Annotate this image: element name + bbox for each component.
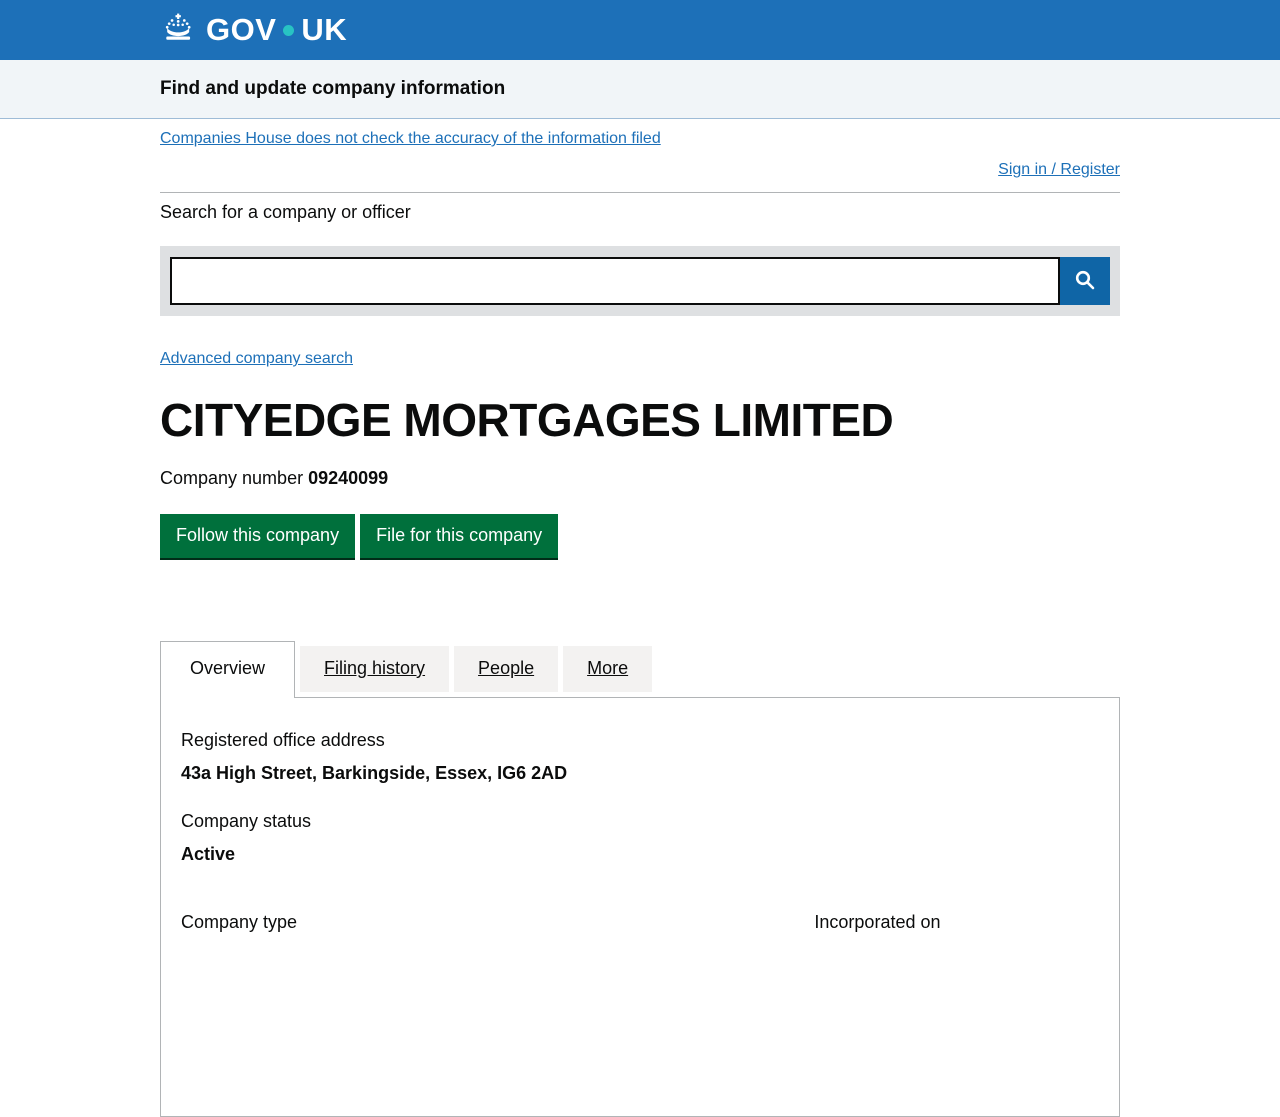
govuk-logo[interactable] <box>160 12 1120 48</box>
file-for-company-button[interactable]: File for this company <box>360 514 558 558</box>
govuk-header <box>0 0 1280 60</box>
company-status-label: Company status <box>181 811 312 831</box>
service-name-link[interactable]: Find and update company information <box>160 78 506 99</box>
service-header <box>0 60 1280 119</box>
sign-in-register-link[interactable]: Sign in / Register <box>998 161 1120 178</box>
follow-company-button[interactable]: Follow this company <box>160 514 355 558</box>
crown-icon <box>160 13 196 48</box>
company-status-value: Active <box>181 844 236 864</box>
search-icon <box>1074 269 1096 294</box>
tab-more-label: More <box>587 658 629 678</box>
company-search-input[interactable] <box>170 257 1060 305</box>
registered-office-value: 43a High Street, Barkingside, Essex, IG6 2AD <box>181 763 568 783</box>
tab-filing-history[interactable] <box>300 646 449 692</box>
search-bar <box>160 246 1120 316</box>
tab-more[interactable] <box>563 646 652 692</box>
govuk-logo-text: GOV UK <box>206 12 348 47</box>
company-tabs <box>160 641 1120 697</box>
tab-people[interactable] <box>454 646 558 692</box>
company-number <box>160 468 1120 489</box>
tab-overview[interactable] <box>160 641 295 698</box>
search-button[interactable] <box>1060 257 1110 305</box>
divider <box>160 192 1120 193</box>
search-label: Search for a company or officer <box>160 202 411 222</box>
main-content <box>160 130 1120 1117</box>
tab-overview-label: Overview <box>190 658 266 678</box>
registered-office-label: Registered office address <box>181 730 385 750</box>
accuracy-disclaimer-link[interactable]: Companies House does not check the accuracy of the information filed <box>160 130 661 147</box>
tab-people-label: People <box>478 658 535 678</box>
advanced-search-link[interactable]: Advanced company search <box>160 350 353 367</box>
tab-filing-history-label: Filing history <box>324 658 426 678</box>
overview-panel <box>160 697 1120 1117</box>
company-number-value: 09240099 <box>308 468 389 488</box>
logo-dot <box>283 25 294 36</box>
company-number-label: Company number <box>160 468 304 488</box>
company-name-heading: CITYEDGE MORTGAGES LIMITED <box>160 394 894 446</box>
incorporated-on-label: Incorporated on <box>814 912 941 932</box>
company-type-label: Company type <box>181 912 298 932</box>
